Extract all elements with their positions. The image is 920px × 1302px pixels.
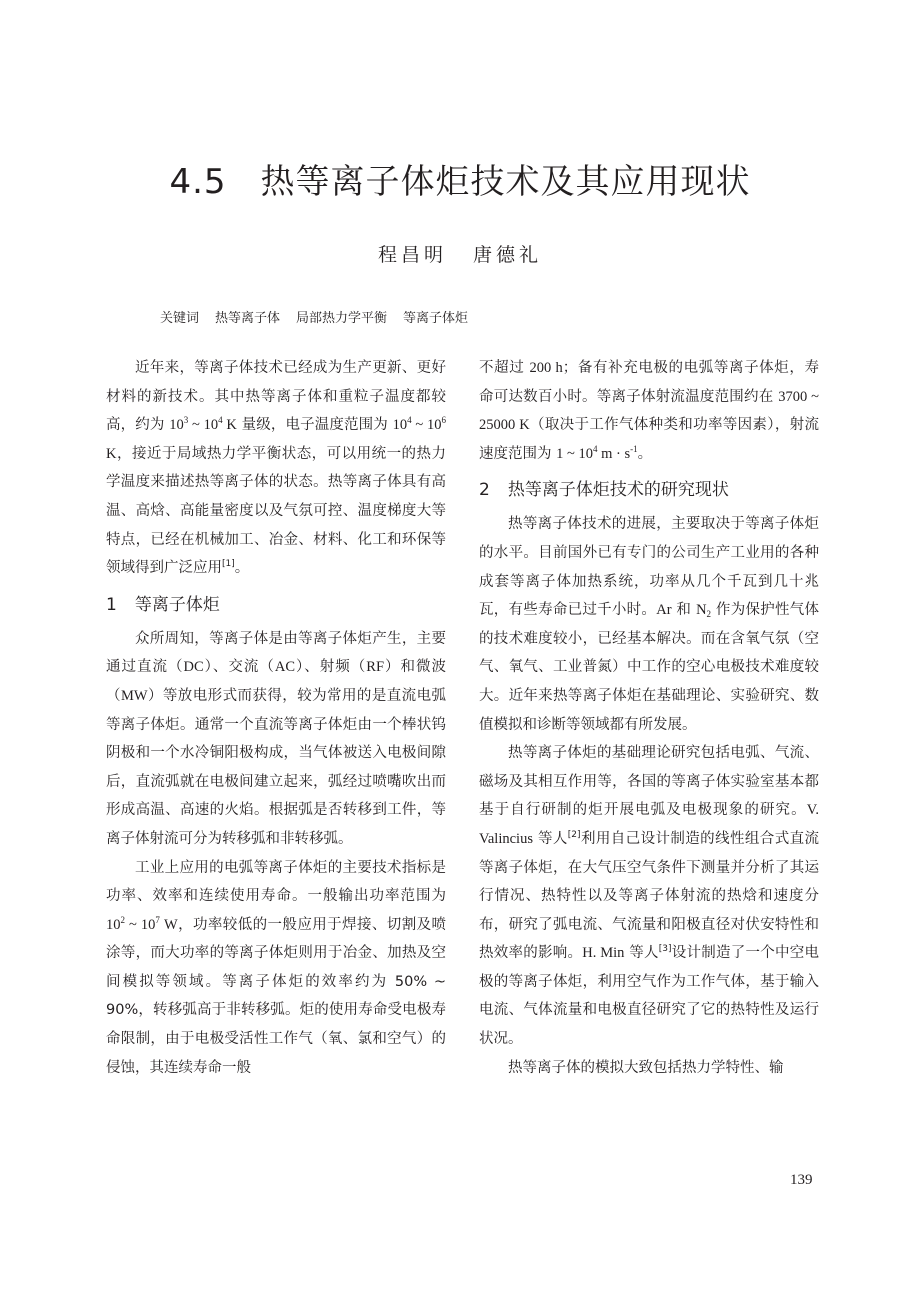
citation-3: [3] [658,944,672,955]
paragraph-specs: 工业上应用的电弧等离子体炬的主要技术指标是功率、效率和连续使用寿命。一般输出功率范围为 $10^2$ ~ $10^7$ W，功率较低的一般应用于焊接、切割及喷涂等，而大功率的等离子体炬则用于冶金、加热及空间模拟等领域。等离子体炬的效率约为 50% ~ 90%，转移弧高于非转移弧。炬的使用寿命受电极寿命限制，由于电极受活性工作气（氧、氯和空气）的侵蚀，其连续寿命一般 [106,859,447,1076]
page-number: 139 [790,1172,813,1188]
paragraph-continued: 不超过 200 h；备有补充电极的电弧等离子体炬，寿命可达数百小时。等离子体射流温度范围约在 3700 ~ 25000 K（取决于工作气体种类和功率等因素），射流速度范围为 1 ~ $10^4$ $m \cdot s^{-1}$。 [479,360,820,462]
paragraph-torch: 众所周知，等离子体是由等离子体炬产生，主要通过直流（DC）、交流（AC）、射频（RF）和微波（MW）等放电形式而获得，较为常用的是直流电弧等离子体炬。通常一个直流等离子体炬由一个棒状钨阴极和一个水冷铜阳极构成，当气体被送入电极间隙后，直流弧就在电极间建立起来，弧经过喷嘴吹出而形成高温、高速的火焰。根据弧是否转移到工件，等离子体射流可分为转移弧和非转移弧。 [106,630,447,847]
paragraph-intro: 近年来，等离子体技术已经成为生产更新、更好材料的新技术。其中热等离子体和重粒子温度都较高，约为 $10^3$ ~ $10^4$ K 量级，电子温度范围为 $10^4$ ~ $10^6$ K，接近于局域热力学平衡状态，可以用统一的热力学温度来描述热等离子体的状态。热等离子体具有高温、高焓、高能量密度以及气氛可控、温度梯度大等特点，已经在机械加工、冶金、材料、化工和环保等领域得到广泛应用[1]。 [106,360,446,577]
authors [0,240,920,270]
author-1: 程昌明 [377,244,447,266]
author-2: 唐德礼 [473,244,543,266]
left-column [106,354,446,1082]
paragraph-simulation: 热等离子体的模拟大致包括热力学特性、输 [508,1059,784,1076]
section-heading-1: 1 等离子体炬 [106,594,220,615]
keyword-3: 等离子体炬 [403,311,469,326]
keywords-label: 关键词 [160,311,200,326]
section-heading-2: 2 热等离子体炬技术的研究现状 [479,480,729,501]
keyword-2: 局部热力学平衡 [296,311,388,326]
keywords [160,308,484,330]
paragraph-progress: 热等离子体技术的进展，主要取决于等离子体炬的水平。目前国外已有专门的公司生产工业用的各种成套等离子体加热系统，功率从几个千瓦到几十兆瓦，有些寿命已过千小时。Ar 和 $N_2$ 作为保护性气体的技术难度较小，已经基本解决。而在含氧气氛（空气、氧气、工业普氮）中工作的空心电极技术难度较大。近年来热等离子体炬在基础理论、实验研究、数值模拟和诊断等领域都有所发展。 [479,516,820,733]
citation-2: [2] [567,829,581,840]
paragraph-theory: 热等离子体炬的基础理论研究包括电弧、气流、磁场及其相互作用等，各国的等离子体实验室基本都基于自行研制的炬开展电弧及电极现象的研究。V. Valincius 等人[2]利用自己设计制造的线性组合式直流等离子体炬，在大气压空气条件下测量并分析了其运行情况、热特性以及等离子体射流的热焓和速度分布，研究了弧电流、气流量和阳极直径对伏安特性和热效率的影响。H. Min 等人[3]设计制造了一个中空电极的等离子体炬，利用空气作为工作气体，基于输入电流、气体流量和电极直径研究了它的热特性及运行状况。 [479,745,820,1048]
title-text: 热等离子体炬技术及其应用现状 [260,162,751,202]
paper-title [0,160,920,204]
citation-1: [1] [222,559,235,570]
right-column [479,354,819,1082]
section-number: 4.5 [169,162,227,202]
keyword-1: 热等离子体 [215,311,281,326]
